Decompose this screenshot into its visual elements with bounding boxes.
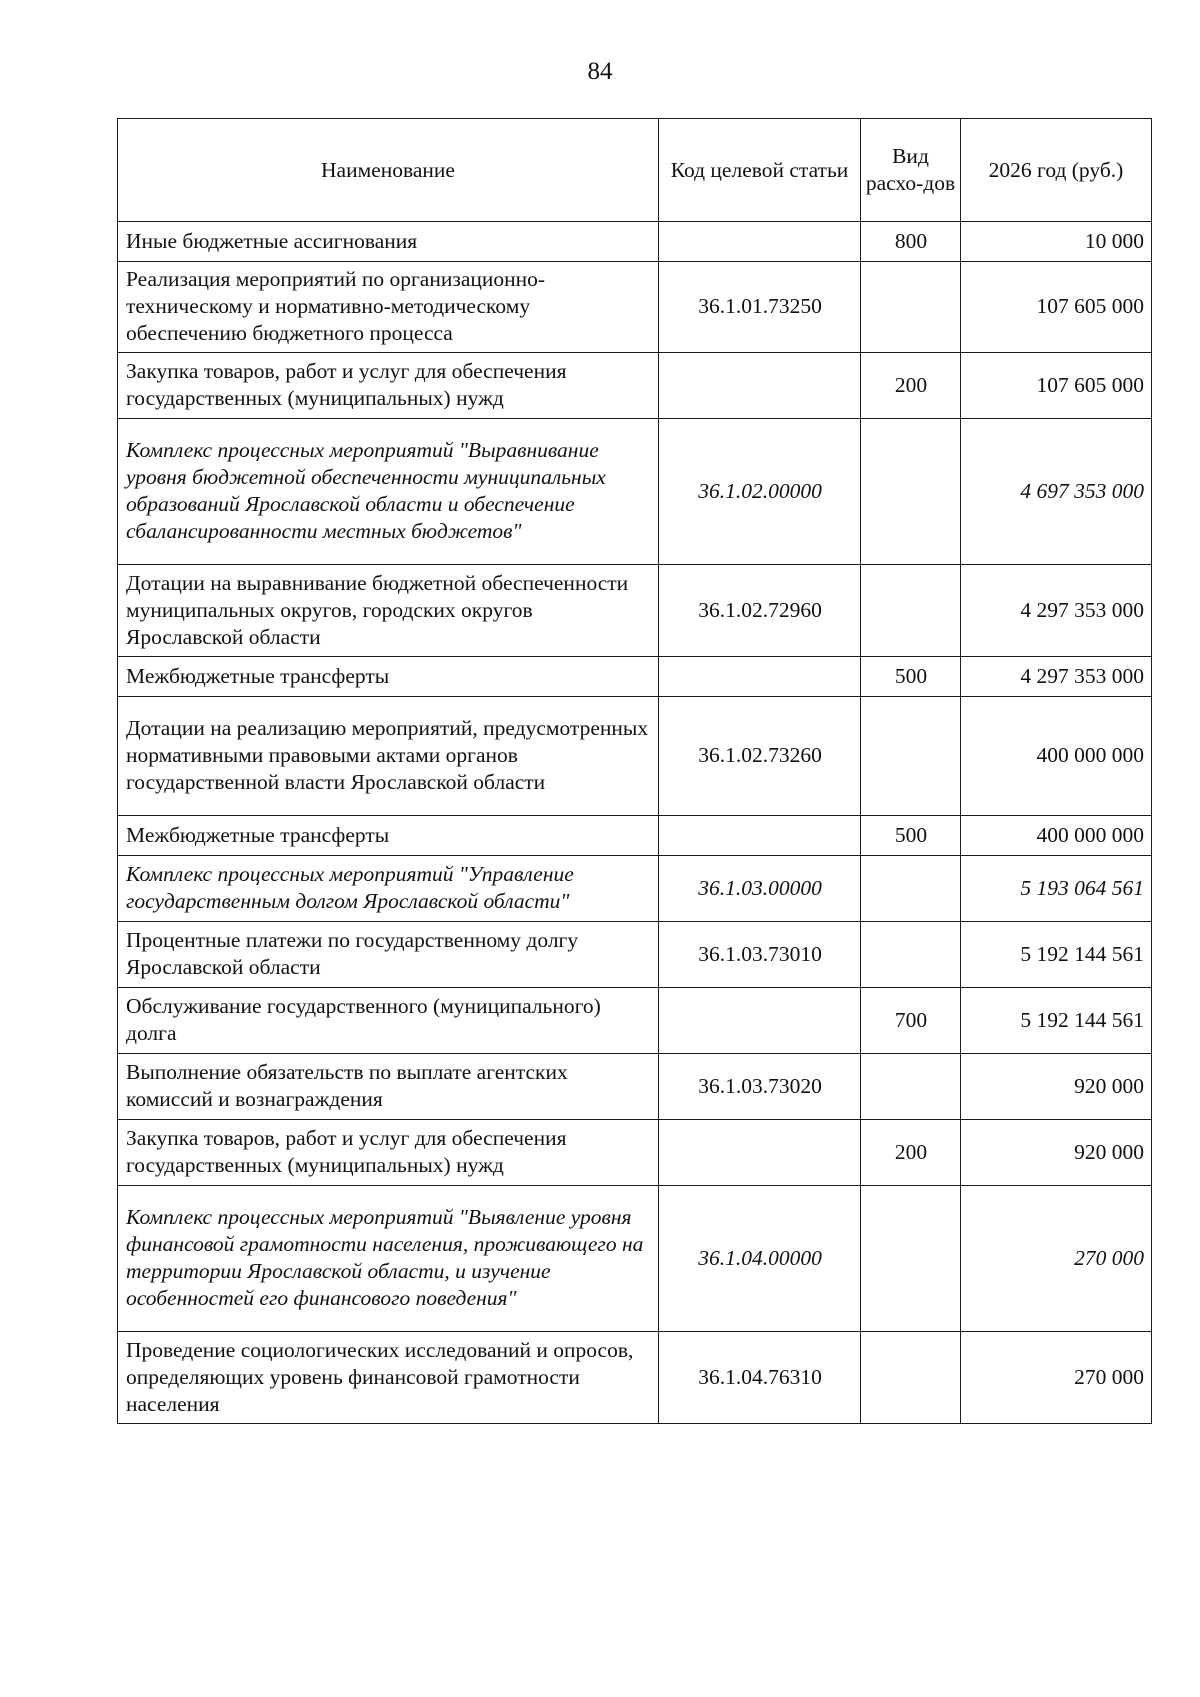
budget-table (117, 118, 1152, 1424)
row-kind: 500 (861, 657, 961, 697)
row-kind: 800 (861, 222, 961, 262)
row-kind: 700 (861, 988, 961, 1054)
row-code (659, 222, 861, 262)
row-name: Выполнение обязательств по выплате агентских комиссий и вознаграждения (118, 1054, 659, 1120)
header-code: Код целевой статьи (659, 119, 861, 222)
table-row (118, 1332, 1152, 1424)
row-kind: 200 (861, 1120, 961, 1186)
row-amount: 10 000 (961, 222, 1152, 262)
row-amount: 4 697 353 000 (961, 419, 1152, 565)
row-amount: 270 000 (961, 1332, 1152, 1424)
table-row (118, 1120, 1152, 1186)
row-code (659, 988, 861, 1054)
row-name: Закупка товаров, работ и услуг для обеспечения государственных (муниципальных) нужд (118, 1120, 659, 1186)
table-row (118, 262, 1152, 353)
table-row (118, 419, 1152, 565)
row-code: 36.1.01.73250 (659, 262, 861, 353)
row-name: Закупка товаров, работ и услуг для обеспечения государственных (муниципальных) нужд (118, 353, 659, 419)
row-name: Межбюджетные трансферты (118, 657, 659, 697)
row-name: Обслуживание государственного (муниципального) долга (118, 988, 659, 1054)
row-kind (861, 1186, 961, 1332)
row-name: Дотации на реализацию мероприятий, предусмотренных нормативными правовыми актами органов государственной власти Ярославской области (118, 697, 659, 816)
row-name: Реализация мероприятий по организационно-техническому и нормативно-методическому обеспечению бюджетного процесса (118, 262, 659, 353)
row-amount: 400 000 000 (961, 816, 1152, 856)
table-row (118, 565, 1152, 657)
header-name: Наименование (118, 119, 659, 222)
row-code: 36.1.04.76310 (659, 1332, 861, 1424)
table-row (118, 697, 1152, 816)
row-code: 36.1.02.72960 (659, 565, 861, 657)
row-amount: 107 605 000 (961, 353, 1152, 419)
row-name: Процентные платежи по государственному долгу Ярославской области (118, 922, 659, 988)
row-amount: 270 000 (961, 1186, 1152, 1332)
row-name: Комплекс процессных мероприятий "Управление государственным долгом Ярославской области" (118, 856, 659, 922)
row-kind (861, 856, 961, 922)
table-header-row (118, 119, 1152, 222)
row-code: 36.1.03.73020 (659, 1054, 861, 1120)
row-kind: 500 (861, 816, 961, 856)
row-code (659, 353, 861, 419)
row-kind (861, 922, 961, 988)
row-code: 36.1.04.00000 (659, 1186, 861, 1332)
row-code (659, 816, 861, 856)
row-amount: 4 297 353 000 (961, 565, 1152, 657)
row-amount: 400 000 000 (961, 697, 1152, 816)
row-amount: 5 193 064 561 (961, 856, 1152, 922)
row-code (659, 1120, 861, 1186)
table-row (118, 222, 1152, 262)
row-code: 36.1.03.00000 (659, 856, 861, 922)
table-row (118, 657, 1152, 697)
table-row (118, 856, 1152, 922)
header-kind: Вид расхо-дов (861, 119, 961, 222)
row-code: 36.1.02.73260 (659, 697, 861, 816)
table-row (118, 353, 1152, 419)
row-kind (861, 262, 961, 353)
row-name: Комплекс процессных мероприятий "Выравнивание уровня бюджетной обеспеченности муниципальных образований Ярославской области и обеспечение сбалансированности местных бюджетов" (118, 419, 659, 565)
table-row (118, 922, 1152, 988)
row-amount: 5 192 144 561 (961, 988, 1152, 1054)
row-kind (861, 697, 961, 816)
row-name: Иные бюджетные ассигнования (118, 222, 659, 262)
row-name: Межбюджетные трансферты (118, 816, 659, 856)
page-number: 84 (587, 58, 613, 85)
row-amount: 107 605 000 (961, 262, 1152, 353)
header-amount: 2026 год (руб.) (961, 119, 1152, 222)
row-amount: 920 000 (961, 1120, 1152, 1186)
row-amount: 5 192 144 561 (961, 922, 1152, 988)
row-code: 36.1.02.00000 (659, 419, 861, 565)
row-kind (861, 565, 961, 657)
row-kind: 200 (861, 353, 961, 419)
table-row (118, 816, 1152, 856)
table-row (118, 1054, 1152, 1120)
row-kind (861, 419, 961, 565)
table-row (118, 988, 1152, 1054)
row-code (659, 657, 861, 697)
table-body (118, 222, 1152, 1424)
row-kind (861, 1332, 961, 1424)
row-amount: 920 000 (961, 1054, 1152, 1120)
row-name: Комплекс процессных мероприятий "Выявление уровня финансовой грамотности населения, проживающего на территории Ярославской области, и изучение особенностей его финансового поведения" (118, 1186, 659, 1332)
row-amount: 4 297 353 000 (961, 657, 1152, 697)
row-code: 36.1.03.73010 (659, 922, 861, 988)
row-name: Дотации на выравнивание бюджетной обеспеченности муниципальных округов, городских округов Ярославской области (118, 565, 659, 657)
table-row (118, 1186, 1152, 1332)
row-name: Проведение социологических исследований и опросов, определяющих уровень финансовой грамотности населения (118, 1332, 659, 1424)
row-kind (861, 1054, 961, 1120)
